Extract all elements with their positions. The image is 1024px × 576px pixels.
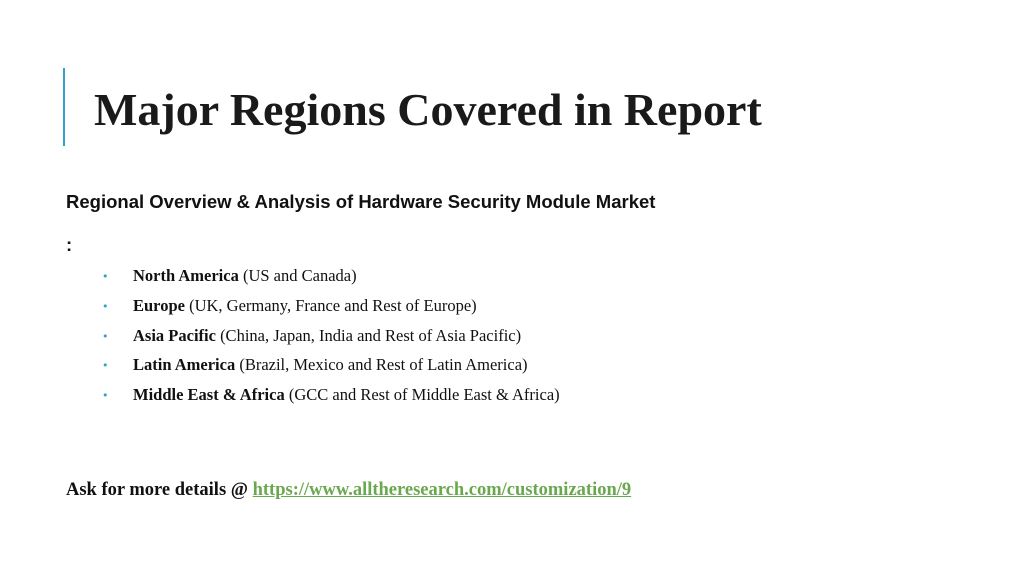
region-detail: (China, Japan, India and Rest of Asia Pacific) [215, 325, 522, 345]
bullet-icon: • [102, 329, 109, 343]
region-detail: (UK, Germany, France and Rest of Europe) [184, 295, 477, 315]
bullet-icon: • [102, 389, 109, 403]
bullet-icon: • [102, 270, 109, 283]
footer-cta [66, 478, 631, 502]
region-name: Europe [133, 295, 185, 315]
subtitle-colon: : [66, 234, 73, 255]
slide-subtitle: Regional Overview & Analysis of Hardware Security Module Market [66, 191, 656, 212]
footer-prefix: Ask for more details @ [66, 480, 253, 500]
slide-title: Major Regions Covered in Report [94, 84, 762, 135]
region-item-north-america [102, 264, 560, 294]
region-item-latin-america [102, 353, 560, 383]
region-name: North America [133, 266, 239, 285]
regions-list [102, 264, 560, 413]
region-name: Latin America [133, 355, 236, 375]
region-item-europe [102, 294, 560, 324]
region-item-asia-pacific [102, 324, 560, 354]
region-detail: (GCC and Rest of Middle East & Africa) [284, 385, 560, 405]
bullet-icon: • [102, 299, 109, 313]
region-detail: (US and Canada) [238, 266, 357, 285]
region-name: Middle East & Africa [133, 385, 285, 405]
region-item-middle-east-africa [102, 383, 560, 413]
bullet-icon: • [102, 359, 109, 373]
customization-link[interactable]: https://www.alltheresearch.com/customization/9 [252, 480, 632, 500]
region-detail: (Brazil, Mexico and Rest of Latin America) [235, 355, 528, 375]
title-accent-bar [63, 68, 65, 146]
region-name: Asia Pacific [133, 325, 216, 345]
